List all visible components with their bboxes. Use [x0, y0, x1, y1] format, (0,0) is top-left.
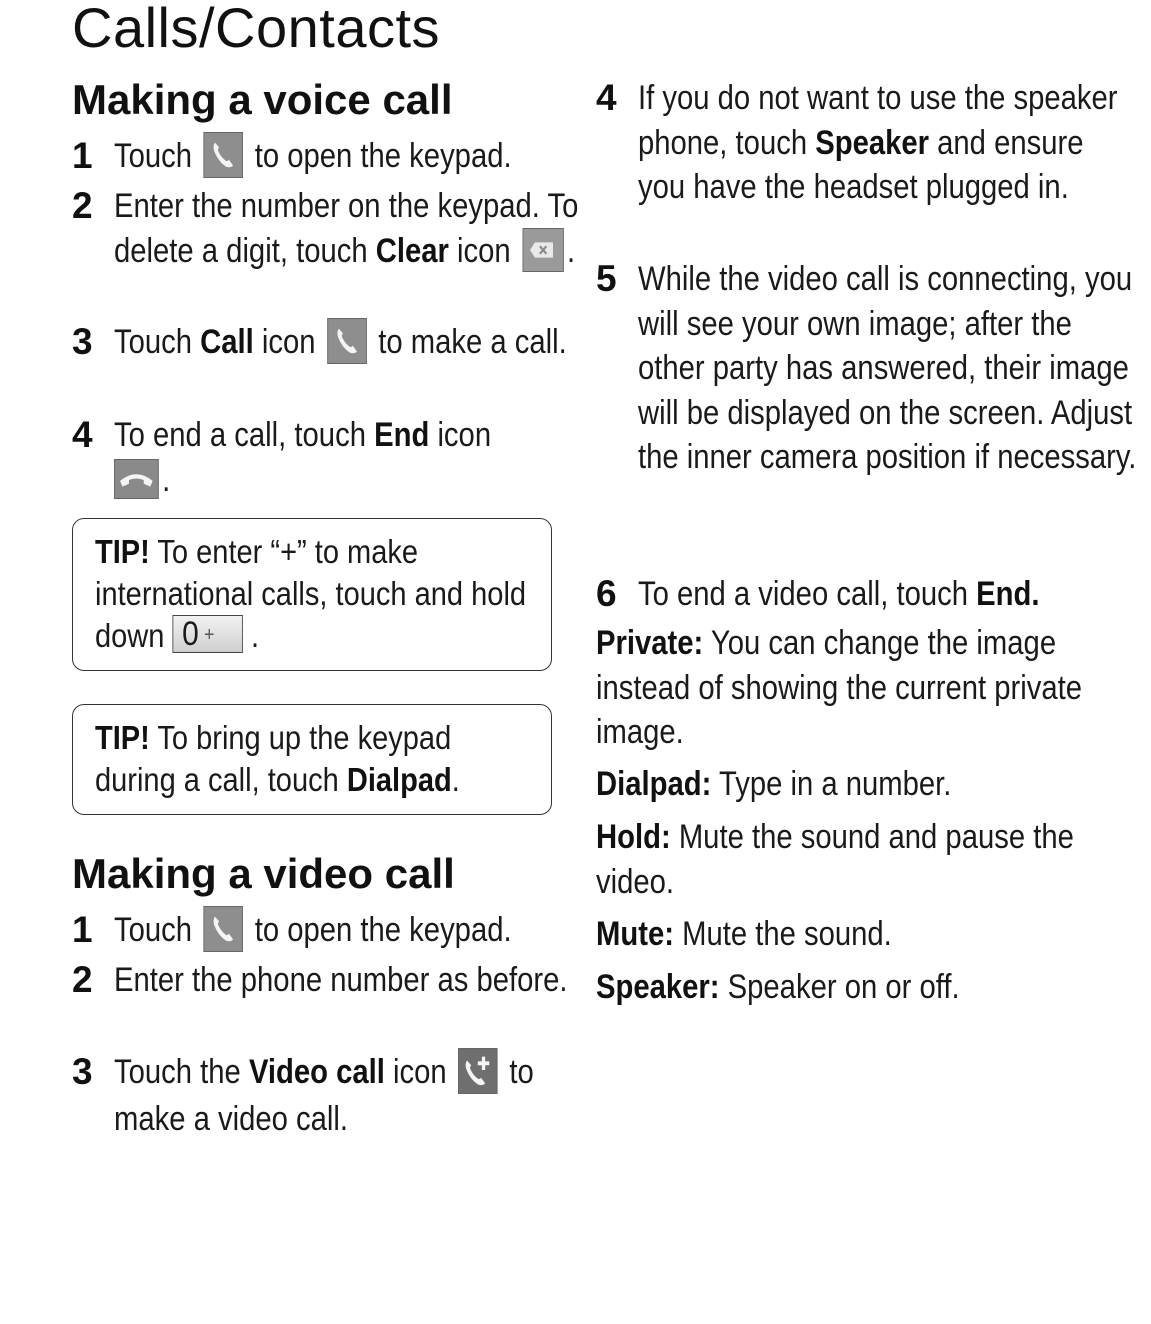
step-number: 6 [596, 573, 617, 614]
tip-box-international [72, 518, 552, 671]
delete-icon [522, 228, 563, 272]
step-text: To end a video call, touch [638, 575, 968, 613]
option-dialpad [596, 762, 1095, 807]
phone-icon [204, 132, 244, 178]
option-label: Mute: [596, 915, 674, 953]
step-text: to make a video call. [114, 1053, 534, 1139]
step-text: and ensure you have the headset plugged in. [638, 123, 1084, 206]
tip-end: . [250, 617, 260, 654]
end-label: End [374, 416, 430, 454]
tip-text: To enter “+” to make international calls, touch and hold down [95, 533, 527, 654]
step-number: 4 [72, 414, 93, 455]
step-number: 3 [72, 1051, 93, 1092]
step-text: icon [457, 231, 511, 270]
option-text: Type in a number. [718, 765, 952, 803]
step-number: 5 [596, 258, 617, 299]
phone-icon [327, 318, 367, 364]
option-text: You can change the image instead of showing the current private image. [596, 624, 1082, 751]
video-call-icon [458, 1048, 498, 1094]
step-text: icon [437, 416, 492, 454]
tip-label: TIP! [95, 533, 150, 570]
option-private [596, 621, 1095, 755]
tip-label: TIP! [95, 719, 150, 756]
step-text: . [162, 460, 171, 499]
step-text: Touch [114, 323, 193, 361]
step-number: 4 [596, 77, 617, 118]
option-hold [596, 815, 1095, 904]
option-label: Hold: [596, 818, 671, 856]
step-number: 2 [72, 959, 93, 1000]
key-digit: 0 [182, 615, 199, 654]
step-text: To end a call, touch [114, 416, 366, 454]
end-label: End. [976, 575, 1040, 613]
step-text: Enter the phone number as before. [114, 961, 568, 999]
step-text: While the video call is connecting, you will see your own image; after the other party has answered, their image will be displayed on the screen. Adjust the inner camera position if necessary. [638, 260, 1137, 476]
option-mute [596, 912, 1095, 957]
dialpad-label: Dialpad [346, 761, 452, 798]
step-text: . [566, 231, 576, 270]
key-plus: + [204, 624, 215, 647]
phone-icon [204, 906, 244, 952]
voice-call-heading: Making a voice call [72, 76, 453, 123]
step-text: Touch the [114, 1053, 241, 1091]
option-label: Speaker: [596, 968, 720, 1006]
step-text: icon [261, 323, 316, 361]
option-label: Private: [596, 624, 704, 662]
step-number: 1 [72, 909, 93, 950]
step-text: icon [393, 1053, 447, 1091]
step-text: to make a call. [378, 323, 567, 361]
tip-box-dialpad [72, 704, 552, 815]
step-number: 3 [72, 321, 93, 362]
option-label: Dialpad: [596, 765, 712, 803]
step-number: 2 [72, 185, 93, 226]
end-call-icon [114, 459, 159, 499]
step-number: 1 [72, 135, 93, 176]
option-text: Mute the sound. [682, 915, 892, 953]
video-call-heading: Making a video call [72, 850, 455, 897]
option-text: Mute the sound and pause the video. [596, 818, 1074, 901]
step-text: to open the keypad. [254, 911, 512, 949]
option-speaker [596, 965, 1095, 1010]
step-text: If you do not want to use the speaker phone, touch [638, 79, 1118, 162]
step-text: Touch [114, 137, 193, 175]
clear-label: Clear [375, 231, 449, 270]
step-text: Touch [114, 911, 193, 949]
page-title: Calls/Contacts [72, 0, 441, 59]
step-text: to open the keypad. [254, 137, 512, 175]
step-text: Enter the number on the keypad. To delete a digit, touch [114, 187, 579, 270]
call-label: Call [200, 323, 254, 361]
option-text: Speaker on or off. [727, 968, 960, 1006]
video-call-label: Video call [248, 1053, 385, 1091]
zero-plus-key [172, 615, 242, 653]
tip-text: To bring up the keypad during a call, touch [95, 719, 452, 798]
tip-end: . [451, 761, 460, 798]
speaker-label: Speaker [815, 123, 930, 162]
